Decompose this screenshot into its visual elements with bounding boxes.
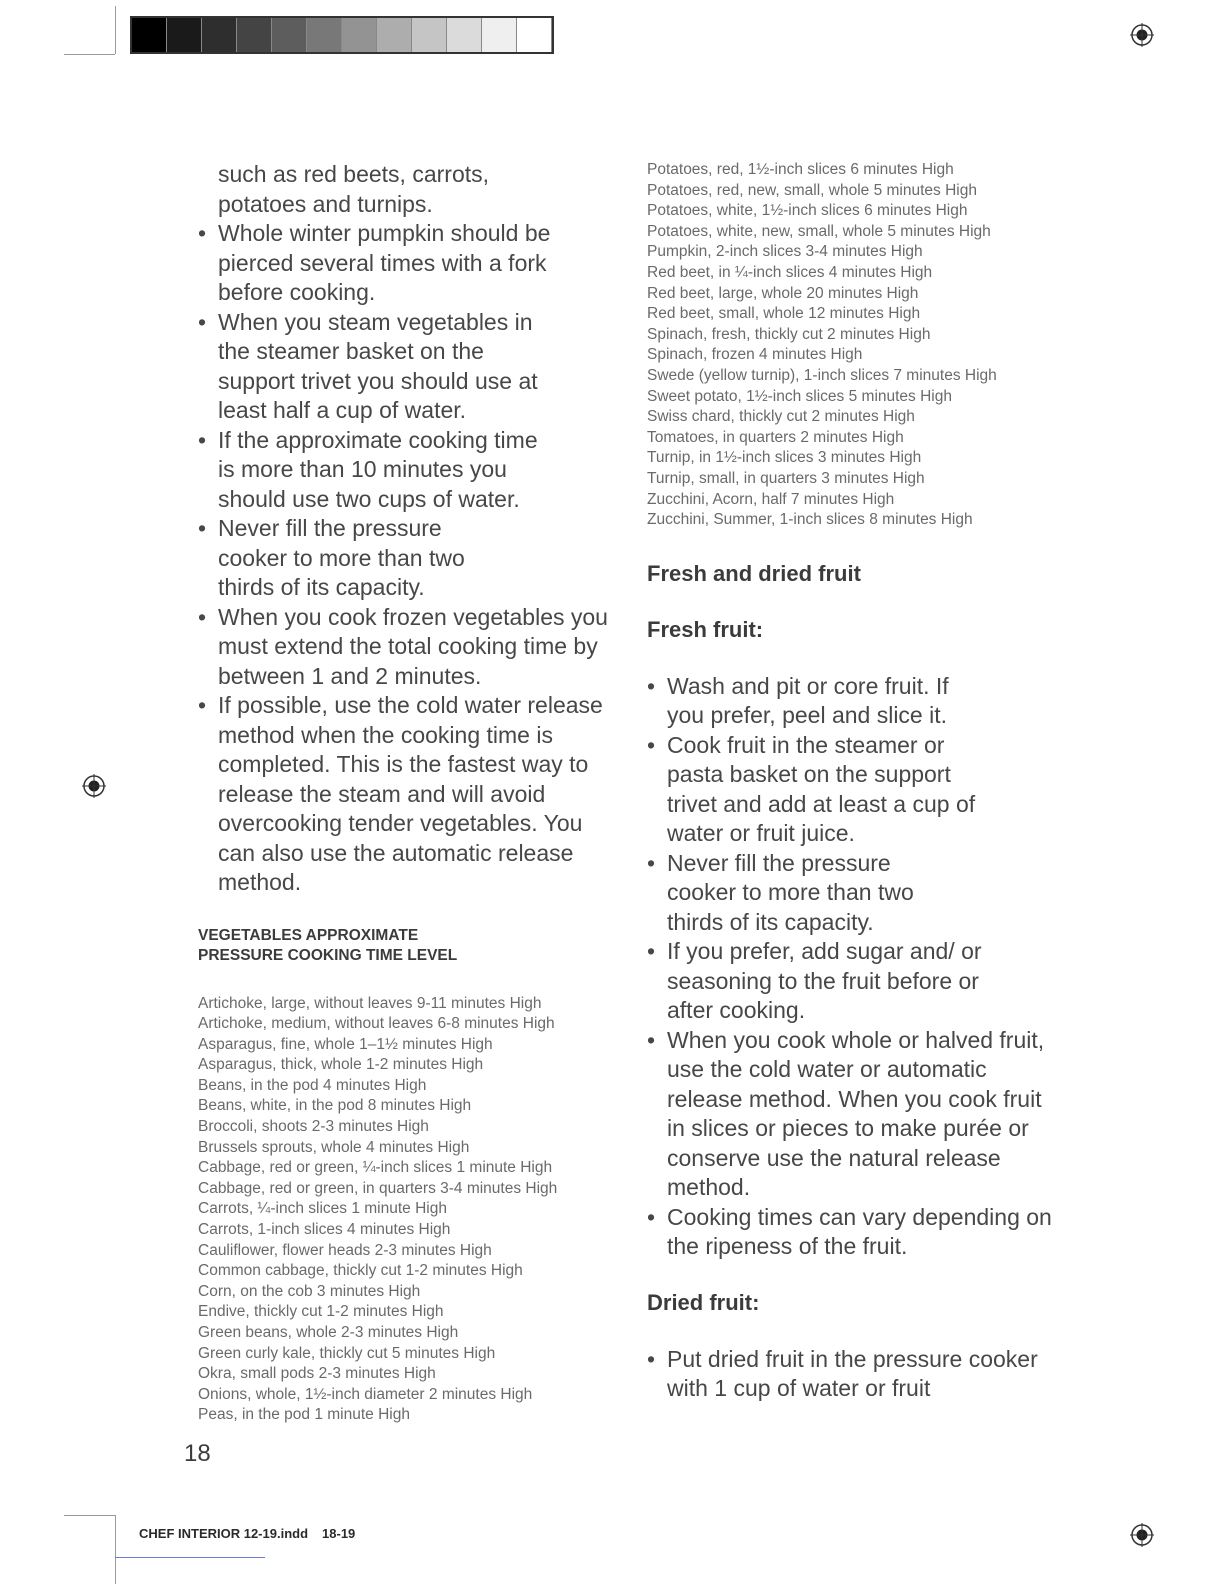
vegetable-row: Cabbage, red or green, in quarters 3-4 minutes High (198, 1179, 558, 1197)
vegetable-row: Artichoke, medium, without leaves 6-8 minutes High (198, 1015, 555, 1033)
color-swatch (447, 18, 482, 52)
section-title: Fresh and dried fruit (647, 560, 861, 586)
color-swatch-bar (130, 16, 554, 54)
color-swatch (272, 18, 307, 52)
tip-item: • If possible, use the cold water release method when the cooking time is completed. This is the fastest way to release the steam and will avoid overcooking tender vegetables. You can also use the automatic release method. (198, 691, 606, 898)
vegetable-row: Spinach, frozen 4 minutes High (647, 346, 863, 364)
dried-fruit-list (647, 1345, 1057, 1404)
color-swatch (167, 18, 202, 52)
vegetable-row: Zucchini, Summer, 1-inch slices 8 minutes High (647, 511, 973, 529)
fresh-fruit-title: Fresh fruit: (647, 616, 764, 642)
registration-mark-bottom-right-icon (1130, 1523, 1154, 1547)
vegetables-table-heading (198, 926, 618, 966)
fruit-tip-item: • Put dried fruit in the pressure cooker with 1 cup of water or fruit (647, 1345, 1057, 1404)
vegetable-row: Onions, whole, 1½-inch diameter 2 minutes High (198, 1385, 533, 1403)
fresh-fruit-list (647, 672, 1057, 1262)
crop-mark-bottom-left-horizontal (64, 1515, 115, 1516)
vegetable-row: Broccoli, shoots 2-3 minutes High (198, 1118, 429, 1136)
vegetable-row: Endive, thickly cut 1-2 minutes High (198, 1303, 444, 1321)
vegetables-time-list-right (647, 160, 1057, 531)
fruit-tip-item: • Wash and pit or core fruit. If you prefer, peel and slice it. (647, 672, 992, 731)
vegetable-row: Turnip, in 1½-inch slices 3 minutes High (647, 449, 922, 467)
color-swatch (377, 18, 412, 52)
vegetable-row: Potatoes, red, 1½-inch slices 6 minutes High (647, 161, 954, 178)
registration-mark-left-icon (82, 774, 106, 798)
page-number: 18 (184, 1440, 211, 1467)
vegetable-row: Artichoke, large, without leaves 9-11 minutes High (198, 994, 542, 1012)
vegetable-row: Potatoes, white, new, small, whole 5 minutes High (647, 222, 991, 240)
dried-fruit-title: Dried fruit: (647, 1289, 760, 1315)
vegetable-row: Spinach, fresh, thickly cut 2 minutes High (647, 325, 931, 343)
vegetable-row: Tomatoes, in quarters 2 minutes High (647, 428, 904, 446)
vegetable-row: Beans, white, in the pod 8 minutes High (198, 1097, 472, 1115)
fruit-tip-item: • If you prefer, add sugar and/ or seasoning to the fruit before or after cooking. (647, 937, 997, 1026)
vegetable-row: Turnip, small, in quarters 3 minutes High (647, 469, 925, 487)
fruit-tip-item: • Cook fruit in the steamer or pasta basket on the support trivet and add at least a cup of water or fruit juice. (647, 731, 987, 849)
crop-mark-top-left-horizontal (64, 54, 115, 55)
fruit-tip-item: • Cooking times can vary depending on the ripeness of the fruit. (647, 1203, 1062, 1262)
vegetable-row: Brussels sprouts, whole 4 minutes High (198, 1138, 470, 1156)
vegetable-row: Zucchini, Acorn, half 7 minutes High (647, 490, 895, 508)
fruit-tip-item: • When you cook whole or halved fruit, use the cold water or automatic release method. When you cook fruit in slices or pieces to make purée or conserve use the natural release method. (647, 1026, 1047, 1203)
left-column (198, 160, 618, 1426)
vegetable-row: Green curly kale, thickly cut 5 minutes High (198, 1344, 496, 1362)
vegetable-row: Beans, in the pod 4 minutes High (198, 1076, 427, 1094)
crop-mark-top-left-vertical (115, 6, 116, 54)
crop-mark-bottom-left-vertical (115, 1515, 116, 1584)
vegetable-row: Okra, small pods 2-3 minutes High (198, 1365, 436, 1383)
vegetable-row: Potatoes, red, new, small, whole 5 minutes High (647, 181, 977, 199)
vegetable-row: Pumpkin, 2-inch slices 3-4 minutes High (647, 243, 923, 261)
file-slug (139, 1526, 355, 1541)
table-heading-line: VEGETABLES APPROXIMATE (198, 926, 419, 944)
vegetable-row: Green beans, whole 2-3 minutes High (198, 1324, 459, 1341)
table-heading-line: PRESSURE COOKING TIME LEVEL (198, 946, 458, 964)
registration-mark-top-right-icon (1130, 23, 1154, 47)
tip-item: • Whole winter pumpkin should be pierced several times with a fork before cooking. (198, 219, 558, 308)
color-swatch (237, 18, 272, 52)
color-swatch (202, 18, 237, 52)
vegetable-row: Red beet, in ¼-inch slices 4 minutes High (647, 263, 933, 281)
tip-item: • Never fill the pressure cooker to more than two thirds of its capacity. (198, 514, 493, 603)
right-column (647, 160, 1057, 1404)
color-swatch (307, 18, 342, 52)
file-pages: 18-19 (322, 1526, 356, 1541)
vegetable-row: Cauliflower, flower heads 2-3 minutes High (198, 1241, 492, 1259)
vegetable-row: Sweet potato, 1½-inch slices 5 minutes High (647, 387, 952, 405)
vegetable-row: Red beet, small, whole 12 minutes High (647, 305, 921, 323)
vegetable-row: Carrots, 1-inch slices 4 minutes High (198, 1221, 451, 1239)
color-swatch (412, 18, 447, 52)
fruit-tip-item: • Never fill the pressure cooker to more than two thirds of its capacity. (647, 849, 957, 938)
tip-item: • When you steam vegetables in the steamer basket on the support trivet you should use at least half a cup of water. (198, 308, 538, 426)
vegetable-row: Carrots, ¼-inch slices 1 minute High (198, 1200, 447, 1218)
lead-paragraph (218, 160, 618, 219)
vegetable-row: Red beet, large, whole 20 minutes High (647, 284, 919, 302)
lead-line: such as red beets, carrots, (218, 161, 490, 187)
vegetable-row: Potatoes, white, 1½-inch slices 6 minutes High (647, 202, 968, 220)
vegetable-tips-list (198, 219, 608, 898)
tip-item: • When you cook frozen vegetables you must extend the total cooking time by between 1 and 2 minutes. (198, 603, 608, 692)
vegetables-time-list-left (198, 994, 618, 1426)
vegetable-row: Asparagus, fine, whole 1–1½ minutes High (198, 1035, 493, 1053)
color-swatch (132, 18, 167, 52)
vegetable-row: Peas, in the pod 1 minute High (198, 1406, 410, 1424)
color-swatch (517, 18, 552, 52)
lead-line: potatoes and turnips. (218, 190, 433, 217)
color-swatch (342, 18, 377, 52)
vegetable-row: Common cabbage, thickly cut 1-2 minutes High (198, 1262, 523, 1280)
vegetable-row: Corn, on the cob 3 minutes High (198, 1282, 421, 1300)
vegetable-row: Cabbage, red or green, ¼-inch slices 1 minute High (198, 1159, 553, 1177)
color-swatch (482, 18, 517, 52)
vegetable-row: Swiss chard, thickly cut 2 minutes High (647, 408, 915, 426)
vegetable-row: Asparagus, thick, whole 1-2 minutes High (198, 1056, 484, 1074)
slug-underline (115, 1557, 265, 1558)
vegetable-row: Swede (yellow turnip), 1-inch slices 7 minutes High (647, 366, 997, 384)
tip-item: • If the approximate cooking time is more than 10 minutes you should use two cups of water. (198, 426, 558, 515)
file-name: CHEF INTERIOR 12-19.indd (139, 1526, 309, 1541)
